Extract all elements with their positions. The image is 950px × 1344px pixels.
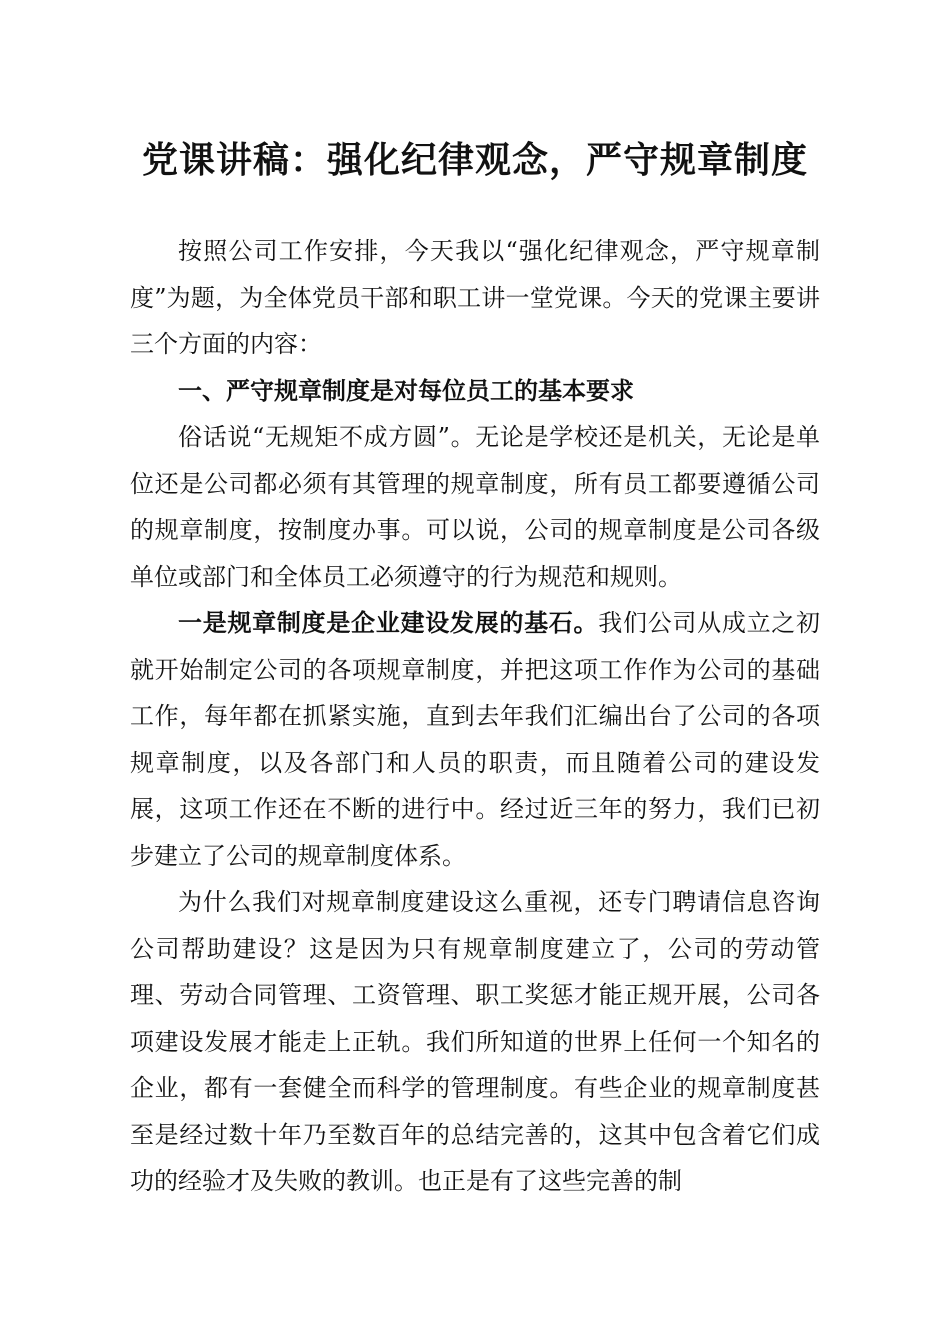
document-title: 党课讲稿：强化纪律观念，严守规章制度	[141, 139, 808, 181]
paragraph-1: 俗话说“无规矩不成方圆”。无论是学校还是机关，无论是单位还是公司都必须有其管理的规章制度，所有员工都要遵循公司的规章制度，按制度办事。可以说，公司的规章制度是公司各级单位或部门和全体员工必须遵守的行为规范和规则。	[130, 423, 820, 591]
paragraph-3: 为什么我们对规章制度建设这么重视，还专门聘请信息咨询公司帮助建设？这是因为只有规章制度建立了，公司的劳动管理、劳动合同管理、工资管理、职工奖惩才能正规开展，公司各项建设发展才能走上正轨。我们所知道的世界上任何一个知名的企业，都有一套健全而科学的管理制度。有些企业的规章制度甚至是经过数十年乃至数百年的总结完善的，这其中包含着它们成功的经验才及失败的教训。也正是有了这些完善的制	[130, 888, 820, 1195]
paragraph-2-text: 我们公司从成立之初就开始制定公司的各项规章制度，并把这项工作作为公司的基础工作，每年都在抓紧实施，直到去年我们汇编出台了公司的各项规章制度，以及各部门和人员的职责，而且随着公司的建设发展，这项工作还在不断的进行中。经过近三年的努力，我们已初步建立了公司的规章制度体系。	[130, 609, 821, 870]
intro-paragraph: 按照公司工作安排，今天我以“强化纪律观念，严守规章制度”为题，为全体党员干部和职工讲一堂党课。今天的党课主要讲三个方面的内容：	[130, 237, 820, 358]
paragraph-2	[130, 600, 820, 879]
document-body	[130, 228, 820, 1205]
paragraph-2-lead: 一是规章制度是企业建设发展的基石。	[178, 608, 599, 637]
section-heading: 一、严守规章制度是对每位员工的基本要求	[178, 376, 634, 405]
